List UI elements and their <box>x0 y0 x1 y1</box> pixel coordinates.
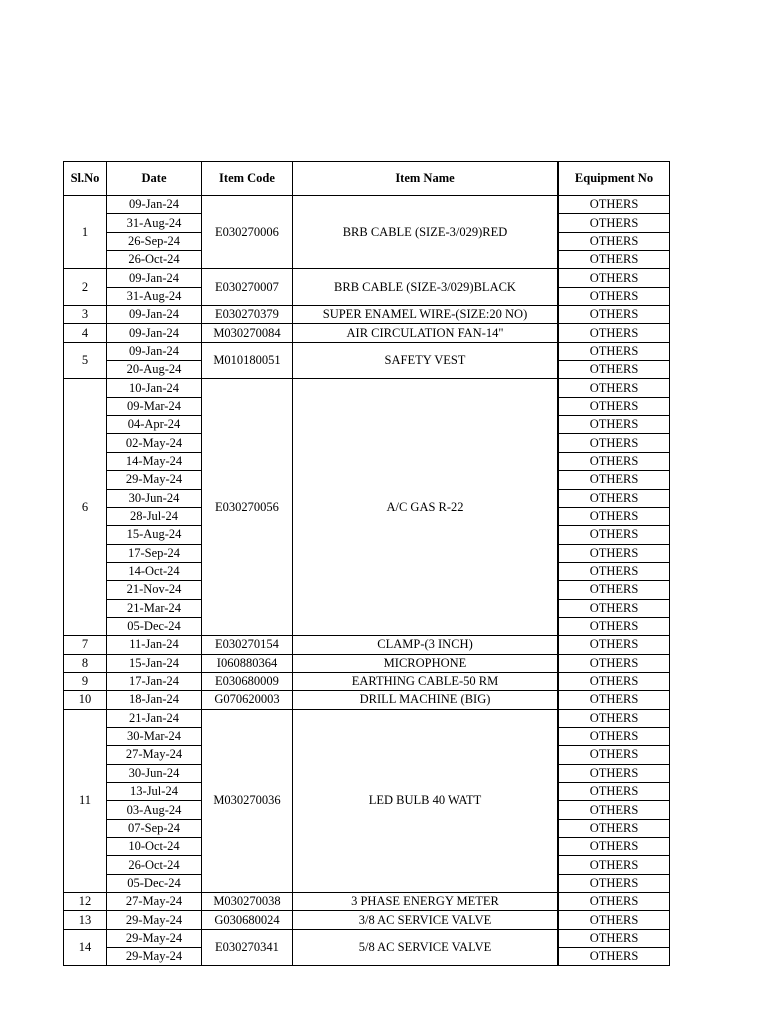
date-cell: 05-Dec-24 <box>107 617 202 635</box>
table-row <box>64 709 670 727</box>
equipment-no-cell: OTHERS <box>559 434 670 452</box>
equipment-no-cell: OTHERS <box>559 783 670 801</box>
header-item-code: Item Code <box>202 162 293 196</box>
sl-no-cell: 1 <box>64 196 107 269</box>
date-cell: 09-Mar-24 <box>107 397 202 415</box>
item-code-cell: M030270084 <box>202 324 293 342</box>
item-name-cell: BRB CABLE (SIZE-3/029)BLACK <box>293 269 558 306</box>
equipment-no-cell: OTHERS <box>559 306 670 324</box>
date-cell: 17-Sep-24 <box>107 544 202 562</box>
date-cell: 10-Jan-24 <box>107 379 202 397</box>
sl-no-cell: 10 <box>64 691 107 709</box>
item-name-cell: 5/8 AC SERVICE VALVE <box>293 929 558 966</box>
equipment-no-cell: OTHERS <box>559 562 670 580</box>
item-code-cell: M010180051 <box>202 342 293 379</box>
equipment-no-cell: OTHERS <box>559 709 670 727</box>
item-name-cell: SUPER ENAMEL WIRE-(SIZE:20 NO) <box>293 306 558 324</box>
equipment-no-cell: OTHERS <box>559 361 670 379</box>
table-row <box>64 691 670 709</box>
date-cell: 05-Dec-24 <box>107 874 202 892</box>
equipment-no-cell: OTHERS <box>559 874 670 892</box>
date-cell: 26-Sep-24 <box>107 232 202 250</box>
date-cell: 29-May-24 <box>107 911 202 929</box>
item-code-cell: E030270007 <box>202 269 293 306</box>
sl-no-cell: 11 <box>64 709 107 892</box>
equipment-no-cell: OTHERS <box>559 581 670 599</box>
table-row <box>64 342 670 360</box>
equipment-no-cell: OTHERS <box>559 507 670 525</box>
equipment-no-cell: OTHERS <box>559 214 670 232</box>
date-cell: 04-Apr-24 <box>107 416 202 434</box>
date-cell: 26-Oct-24 <box>107 856 202 874</box>
item-name-cell: A/C GAS R-22 <box>293 379 558 636</box>
sl-no-cell: 4 <box>64 324 107 342</box>
sl-no-cell: 12 <box>64 893 107 911</box>
equipment-no-cell: OTHERS <box>559 727 670 745</box>
date-cell: 31-Aug-24 <box>107 287 202 305</box>
equipment-no-cell: OTHERS <box>559 251 670 269</box>
equipment-no-cell: OTHERS <box>559 269 670 287</box>
table-row <box>64 911 670 929</box>
equipment-no-cell: OTHERS <box>559 544 670 562</box>
date-cell: 27-May-24 <box>107 893 202 911</box>
date-cell: 28-Jul-24 <box>107 507 202 525</box>
table-row <box>64 306 670 324</box>
equipment-no-cell: OTHERS <box>559 691 670 709</box>
date-cell: 09-Jan-24 <box>107 342 202 360</box>
date-cell: 03-Aug-24 <box>107 801 202 819</box>
equipment-no-cell: OTHERS <box>559 764 670 782</box>
item-code-cell: M030270036 <box>202 709 293 892</box>
sl-no-cell: 5 <box>64 342 107 379</box>
date-cell: 17-Jan-24 <box>107 672 202 690</box>
equipment-no-cell: OTHERS <box>559 654 670 672</box>
sl-no-cell: 7 <box>64 636 107 654</box>
date-cell: 26-Oct-24 <box>107 251 202 269</box>
equipment-no-cell: OTHERS <box>559 617 670 635</box>
header-equipment-no: Equipment No <box>559 162 670 196</box>
date-cell: 15-Aug-24 <box>107 526 202 544</box>
item-code-cell: E030270341 <box>202 929 293 966</box>
equipment-no-cell: OTHERS <box>559 672 670 690</box>
date-cell: 29-May-24 <box>107 471 202 489</box>
date-cell: 09-Jan-24 <box>107 196 202 214</box>
date-cell: 30-Jun-24 <box>107 489 202 507</box>
table-row <box>64 672 670 690</box>
table-row <box>64 269 670 287</box>
item-name-cell: 3 PHASE ENERGY METER <box>293 893 558 911</box>
item-code-cell: E030270056 <box>202 379 293 636</box>
item-name-cell: CLAMP-(3 INCH) <box>293 636 558 654</box>
table-row <box>64 196 670 214</box>
equipment-no-cell: OTHERS <box>559 489 670 507</box>
equipment-no-cell: OTHERS <box>559 526 670 544</box>
item-name-cell: AIR CIRCULATION FAN-14" <box>293 324 558 342</box>
header-sl-no: Sl.No <box>64 162 107 196</box>
date-cell: 20-Aug-24 <box>107 361 202 379</box>
equipment-no-cell: OTHERS <box>559 929 670 947</box>
equipment-no-cell: OTHERS <box>559 801 670 819</box>
spreadsheet-page <box>63 161 671 964</box>
item-name-cell: LED BULB 40 WATT <box>293 709 558 892</box>
item-name-cell: BRB CABLE (SIZE-3/029)RED <box>293 196 558 269</box>
date-cell: 21-Nov-24 <box>107 581 202 599</box>
date-cell: 30-Mar-24 <box>107 727 202 745</box>
date-cell: 14-Oct-24 <box>107 562 202 580</box>
sl-no-cell: 6 <box>64 379 107 636</box>
table-row <box>64 654 670 672</box>
equipment-no-cell: OTHERS <box>559 471 670 489</box>
equipment-no-cell: OTHERS <box>559 416 670 434</box>
date-cell: 21-Jan-24 <box>107 709 202 727</box>
date-cell: 11-Jan-24 <box>107 636 202 654</box>
sl-no-cell: 13 <box>64 911 107 929</box>
item-code-cell: M030270038 <box>202 893 293 911</box>
date-cell: 21-Mar-24 <box>107 599 202 617</box>
sl-no-cell: 2 <box>64 269 107 306</box>
date-cell: 09-Jan-24 <box>107 306 202 324</box>
item-code-cell: E030270379 <box>202 306 293 324</box>
date-cell: 02-May-24 <box>107 434 202 452</box>
equipment-no-cell: OTHERS <box>559 379 670 397</box>
equipment-no-cell: OTHERS <box>559 838 670 856</box>
table-row <box>64 636 670 654</box>
equipment-no-cell: OTHERS <box>559 599 670 617</box>
item-name-cell: EARTHING CABLE-50 RM <box>293 672 558 690</box>
date-cell: 10-Oct-24 <box>107 838 202 856</box>
sl-no-cell: 9 <box>64 672 107 690</box>
item-name-cell: MICROPHONE <box>293 654 558 672</box>
header-row <box>64 162 670 196</box>
date-cell: 18-Jan-24 <box>107 691 202 709</box>
equipment-no-cell: OTHERS <box>559 287 670 305</box>
issue-register-table <box>63 161 670 966</box>
date-cell: 09-Jan-24 <box>107 269 202 287</box>
equipment-no-cell: OTHERS <box>559 196 670 214</box>
date-cell: 27-May-24 <box>107 746 202 764</box>
equipment-no-cell: OTHERS <box>559 342 670 360</box>
sl-no-cell: 14 <box>64 929 107 966</box>
item-code-cell: I060880364 <box>202 654 293 672</box>
table-row <box>64 324 670 342</box>
date-cell: 29-May-24 <box>107 948 202 966</box>
table-row <box>64 929 670 947</box>
item-name-cell: DRILL MACHINE (BIG) <box>293 691 558 709</box>
item-code-cell: E030270154 <box>202 636 293 654</box>
equipment-no-cell: OTHERS <box>559 636 670 654</box>
equipment-no-cell: OTHERS <box>559 948 670 966</box>
equipment-no-cell: OTHERS <box>559 397 670 415</box>
equipment-no-cell: OTHERS <box>559 324 670 342</box>
date-cell: 31-Aug-24 <box>107 214 202 232</box>
item-code-cell: E030270006 <box>202 196 293 269</box>
equipment-no-cell: OTHERS <box>559 232 670 250</box>
equipment-no-cell: OTHERS <box>559 893 670 911</box>
table-row <box>64 893 670 911</box>
item-code-cell: G030680024 <box>202 911 293 929</box>
item-name-cell: SAFETY VEST <box>293 342 558 379</box>
table-row <box>64 379 670 397</box>
date-cell: 15-Jan-24 <box>107 654 202 672</box>
equipment-no-cell: OTHERS <box>559 819 670 837</box>
sl-no-cell: 8 <box>64 654 107 672</box>
date-cell: 30-Jun-24 <box>107 764 202 782</box>
equipment-no-cell: OTHERS <box>559 746 670 764</box>
header-date: Date <box>107 162 202 196</box>
date-cell: 09-Jan-24 <box>107 324 202 342</box>
item-code-cell: G070620003 <box>202 691 293 709</box>
equipment-no-cell: OTHERS <box>559 856 670 874</box>
item-code-cell: E030680009 <box>202 672 293 690</box>
date-cell: 07-Sep-24 <box>107 819 202 837</box>
equipment-no-cell: OTHERS <box>559 452 670 470</box>
date-cell: 14-May-24 <box>107 452 202 470</box>
item-name-cell: 3/8 AC SERVICE VALVE <box>293 911 558 929</box>
header-item-name: Item Name <box>293 162 558 196</box>
equipment-no-cell: OTHERS <box>559 911 670 929</box>
sl-no-cell: 3 <box>64 306 107 324</box>
date-cell: 13-Jul-24 <box>107 783 202 801</box>
date-cell: 29-May-24 <box>107 929 202 947</box>
